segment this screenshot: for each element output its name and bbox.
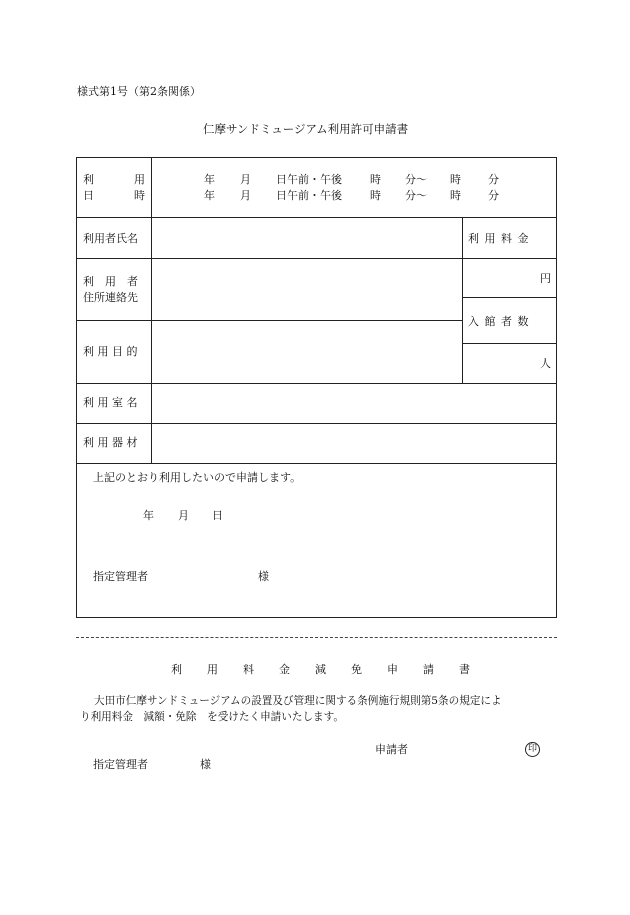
equipment-label: 利 用 器 材: [83, 436, 138, 449]
reduction-body-line1: 大田市仁摩サンドミュージアムの設置及び管理に関する条例施行規則第5条の規定によ: [94, 695, 502, 707]
form-title: 仁摩サンドミュージアム利用許可申請書: [203, 122, 409, 136]
purpose-label: 利 用 目 的: [83, 345, 138, 358]
purpose-field[interactable]: [152, 321, 461, 382]
declaration-honorific: 様: [258, 570, 269, 583]
seal-mark: 印: [525, 742, 540, 757]
declaration-text: 上記のとおり利用したいので申請します。: [93, 471, 302, 484]
address-field[interactable]: [152, 259, 461, 319]
visitors-unit: 人: [540, 357, 551, 370]
declaration-manager: 指定管理者: [93, 570, 148, 583]
dashed-separator: [76, 637, 557, 638]
applicant-field[interactable]: [398, 740, 518, 756]
visitors-label: 入 館 者 数: [468, 315, 530, 328]
address-label-line2: 住所連絡先: [83, 291, 138, 304]
fee-unit: 円: [540, 272, 551, 285]
applicant-label: 申請者: [375, 743, 408, 756]
address-label-line1: 利 用 者: [83, 275, 138, 288]
reduction-body-line2: り利用料金 減額・免除 を受けたく申請いたします。: [80, 711, 344, 723]
user-name-field[interactable]: [152, 218, 461, 257]
reduction-manager: 指定管理者: [93, 758, 148, 771]
room-label: 利 用 室 名: [83, 396, 138, 409]
equipment-field[interactable]: [152, 424, 556, 462]
reduction-honorific: 様: [200, 758, 211, 771]
fee-label: 利 用 料 金: [468, 232, 530, 245]
user-name-label: 利用者氏名: [83, 232, 138, 245]
room-field[interactable]: [152, 384, 556, 422]
form-number: 様式第1号（第2条関係）: [77, 85, 201, 98]
